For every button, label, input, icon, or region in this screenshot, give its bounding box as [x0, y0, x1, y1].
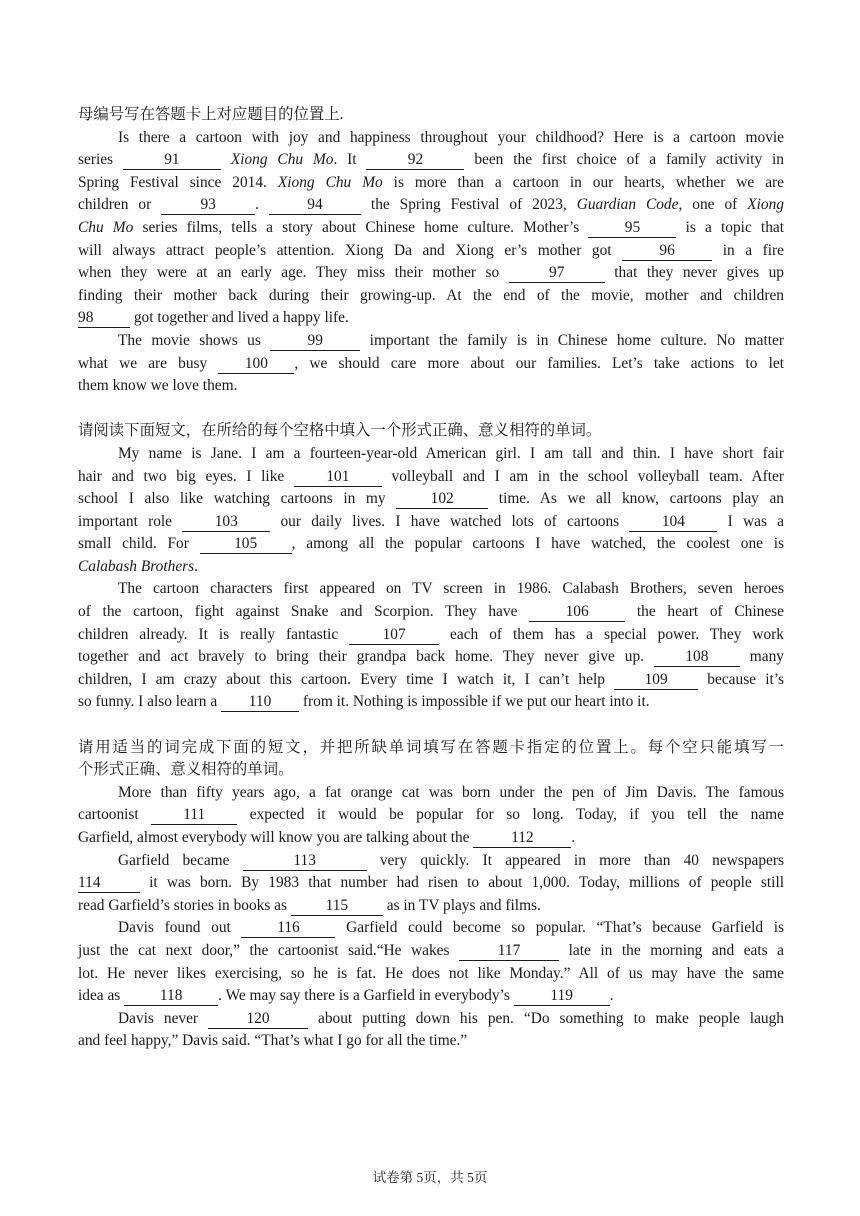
italic-title: Calabash Brothers [78, 557, 195, 575]
text-span [221, 151, 231, 168]
text-line [78, 691, 784, 714]
passage [78, 420, 784, 714]
answer-blank-94[interactable]: 94 [269, 196, 361, 215]
text-span: finding their mother back during their growing-up. At the end of the movie, mother and children [78, 286, 784, 304]
text-span: is more than a cartoon in our hearts, whether we are [382, 173, 784, 191]
answer-blank-91[interactable]: 91 [123, 151, 221, 170]
text-line [78, 149, 784, 172]
text-span: the Spring Festival of 2023, [360, 196, 577, 214]
answer-blank-106[interactable]: 106 [529, 603, 625, 622]
answer-blank-109[interactable]: 109 [614, 671, 698, 690]
text-line [78, 759, 784, 782]
answer-blank-118[interactable]: 118 [124, 987, 218, 1006]
text-line [78, 375, 784, 398]
answer-blank-112[interactable]: 112 [473, 829, 571, 848]
answer-blank-116[interactable]: 116 [241, 919, 335, 938]
italic-title: Guardian Code [576, 196, 679, 214]
text-line [78, 737, 784, 760]
text-span: series films, tells a story about Chinese home culture. Mother’s [133, 218, 589, 236]
passage [78, 104, 784, 398]
answer-blank-100[interactable]: 100 [218, 355, 294, 374]
answer-blank-120[interactable]: 120 [208, 1010, 308, 1029]
text-span: children already. It is really fantastic [78, 625, 350, 643]
answer-blank-98[interactable]: 98 [78, 309, 130, 328]
text-span: is a topic that [676, 218, 784, 236]
passage-gap [78, 398, 784, 421]
answer-blank-104[interactable]: 104 [629, 513, 717, 532]
text-span: as in TV plays and films. [382, 896, 541, 914]
answer-blank-119[interactable]: 119 [514, 987, 610, 1006]
text-span: 请阅读下面短文，在所给的每个空格中填入一个形式正确、意义相符的单词。 [78, 422, 602, 440]
text-span: series [78, 151, 123, 169]
text-span: late in the morning and eats a [559, 941, 784, 959]
page-footer: 试卷第 5页，共 5页 [372, 1170, 488, 1185]
answer-blank-115[interactable]: 115 [291, 897, 383, 916]
text-span: expected it would be popular for so long. Today, if you tell the name [237, 806, 784, 824]
text-line [78, 353, 784, 376]
answer-blank-117[interactable]: 117 [459, 942, 559, 961]
text-span: . [255, 196, 269, 214]
text-line [78, 533, 784, 556]
text-span: many [739, 648, 784, 666]
text-line [78, 1030, 784, 1053]
text-line [78, 985, 784, 1008]
text-span: it was born. By 1983 that number had risen to about 1,000. Today, millions of people still [140, 874, 784, 892]
text-span: small child. For [78, 535, 200, 553]
text-line [78, 240, 784, 263]
text-span: , we should care more about our families. Let’s take actions to let [294, 354, 784, 372]
text-span: . We may say there is a Garfield in everybody’s [218, 987, 514, 1005]
text-span: in a fire [712, 241, 784, 259]
text-span: been the first choice of a family activity in [464, 151, 784, 169]
text-span: important the family is in Chinese home culture. No matter [360, 331, 784, 349]
text-span: . [609, 987, 614, 1005]
text-span: our daily lives. I have watched lots of cartoons [270, 512, 630, 530]
answer-blank-99[interactable]: 99 [270, 332, 360, 351]
text-span: 母编号写在答题卡上对应题目的位置上. [78, 106, 344, 123]
text-span: The movie shows us [118, 331, 271, 349]
text-span: read Garfield’s stories in books as [78, 896, 291, 914]
text-line [78, 1008, 784, 1031]
text-line [78, 782, 784, 805]
text-span: The cartoon characters first appeared on TV screen in 1986. Calabash Brothers, seven heroes [118, 580, 784, 598]
text-line [78, 850, 784, 873]
text-line [78, 172, 784, 195]
text-span: and feel happy,” Davis said. “That’s what I go for all the time.” [78, 1032, 468, 1050]
text-span: children or [78, 196, 162, 214]
text-span: because it’s [698, 670, 785, 688]
text-span: , among all the popular cartoons I have watched, the coolest one is [291, 535, 784, 553]
text-line [78, 443, 784, 466]
text-span: just the cat next door,” the cartoonist said.“He wakes [78, 941, 460, 959]
text-line [78, 307, 784, 330]
text-line [78, 963, 784, 986]
text-span: . [571, 829, 576, 846]
answer-blank-101[interactable]: 101 [294, 468, 382, 487]
text-span: when they were at an early age. They miss their mother so [78, 264, 509, 282]
text-line [78, 420, 784, 443]
document-body [78, 104, 784, 1053]
text-line [78, 217, 784, 240]
italic-title: Xiong Chu Mo [230, 151, 334, 169]
text-span: from it. Nothing is impossible if we put our heart into it. [299, 693, 650, 711]
answer-blank-105[interactable]: 105 [200, 535, 292, 554]
text-line [78, 940, 784, 963]
text-span: together and act bravely to bring their grandpa back home. They never give up. [78, 648, 654, 666]
text-line [78, 827, 784, 850]
text-span: . [194, 557, 199, 575]
text-line [78, 895, 784, 918]
text-span: time. As we all know, cartoons play an [488, 490, 784, 508]
passage-gap [78, 714, 784, 737]
answer-blank-102[interactable]: 102 [396, 490, 488, 509]
text-span: Garfield could become so popular. “That’s because Garfield is [335, 919, 784, 937]
text-line [78, 556, 784, 579]
text-span: what we are busy [78, 354, 219, 372]
text-line [78, 488, 784, 511]
text-span: 请用适当的词完成下面的短文，并把所缺单词填写在答题卡指定的位置上。每个空只能填写一 [78, 738, 784, 756]
text-span: volleyball and I am in the school volleyball team. After [381, 467, 785, 485]
text-span: each of them has a special power. They work [439, 625, 784, 643]
answer-blank-114[interactable]: 114 [78, 874, 140, 893]
answer-blank-110[interactable]: 110 [221, 693, 299, 712]
answer-blank-107[interactable]: 107 [349, 626, 439, 645]
text-line [78, 646, 784, 669]
text-span: children, I am crazy about this cartoon. Every time I watch it, I can’t help [78, 670, 615, 688]
text-line [78, 285, 784, 308]
text-span: about putting down his pen. “Do something to make people laugh [308, 1009, 784, 1027]
text-line [78, 511, 784, 534]
answer-blank-92[interactable]: 92 [366, 151, 464, 170]
text-span: will always attract people’s attention. Xiong Da and Xiong er’s mother got [78, 241, 623, 259]
answer-blank-111[interactable]: 111 [151, 806, 237, 825]
text-span: Is there a cartoon with joy and happiness throughout your childhood? Here is a cartoon movie [118, 128, 784, 146]
text-line [78, 917, 784, 940]
text-span: . It [333, 151, 367, 169]
text-span: got together and lived a happy life. [130, 309, 349, 327]
answer-blank-96[interactable]: 96 [622, 242, 712, 261]
text-line [78, 194, 784, 217]
text-span: More than fifty years ago, a fat orange cat was born under the pen of Jim Davis. The famous [118, 783, 784, 801]
text-span: so funny. I also learn a [78, 693, 222, 711]
answer-blank-95[interactable]: 95 [588, 219, 676, 238]
text-span: cartoonist [78, 806, 152, 824]
text-span: very quickly. It appeared in more than 40 newspapers [366, 851, 784, 869]
italic-title: Xiong Chu Mo [277, 173, 383, 191]
text-span: lot. He never likes exercising, so he is fat. He does not like Monday.” All of us may have the same [78, 964, 784, 982]
text-span: Garfield became [118, 851, 243, 869]
text-span: My name is Jane. I am a fourteen-year-old American girl. I am tall and thin. I have short fair [118, 444, 784, 462]
text-span: of the cartoon, fight against Snake and Scorpion. They have [78, 603, 530, 621]
text-span: I was a [717, 512, 784, 530]
text-line [78, 669, 784, 692]
text-line [78, 104, 784, 127]
text-span: the heart of Chinese [625, 603, 784, 621]
answer-blank-97[interactable]: 97 [509, 264, 605, 283]
answer-blank-103[interactable]: 103 [182, 513, 270, 532]
text-span: idea as [78, 987, 125, 1005]
text-line [78, 804, 784, 827]
italic-title: Xiong [747, 196, 784, 214]
passage [78, 737, 784, 1053]
text-line [78, 624, 784, 647]
text-span: school I also like watching cartoons in my [78, 490, 397, 508]
text-span: that they never gives up [604, 264, 785, 282]
text-line [78, 466, 784, 489]
text-span: Garfield, almost everybody will know you are talking about the [78, 829, 474, 846]
answer-blank-108[interactable]: 108 [654, 648, 740, 667]
text-span: Davis found out [118, 919, 242, 937]
text-span: important role [78, 512, 183, 530]
text-line [78, 330, 784, 353]
text-line [78, 578, 784, 601]
text-line [78, 262, 784, 285]
italic-title: Chu Mo [78, 218, 134, 236]
answer-blank-113[interactable]: 113 [243, 852, 367, 871]
text-span: them know we love them. [78, 377, 238, 395]
text-line [78, 872, 784, 895]
text-span: 个形式正确、意义相符的单词。 [78, 761, 294, 779]
answer-blank-93[interactable]: 93 [161, 196, 255, 215]
text-line [78, 127, 784, 150]
text-span: hair and two big eyes. I like [78, 467, 294, 485]
text-line [78, 601, 784, 624]
text-span: , one of [678, 196, 748, 214]
text-span: Spring Festival since 2014. [78, 173, 278, 191]
text-span: Davis never [118, 1009, 209, 1027]
